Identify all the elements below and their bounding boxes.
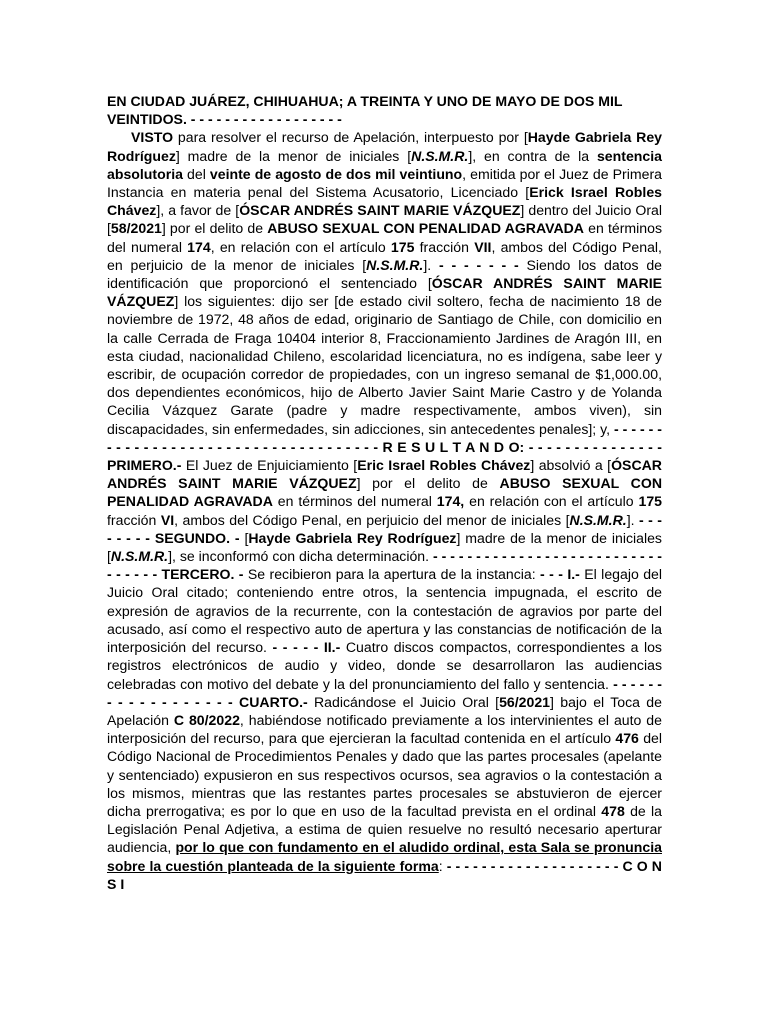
text-run: 174,: [436, 493, 465, 510]
text-run: - - - - - II.-: [272, 639, 341, 656]
text-run: de la Legislación Penal Adjetiva, a estima de quien resuelve no resultó necesario aperturar audiencia,: [107, 802, 662, 856]
text-run: N.S.M.R.: [366, 256, 424, 273]
text-run: sentencia absolutoria: [107, 147, 662, 182]
text-run: - - - - - - - - - - - - - - - - - - - - - - - - - - - - - - - - - TERCERO. -: [107, 548, 662, 583]
text-run: Eric Israel Robles Chávez: [357, 457, 531, 474]
text-run: ] bajo el Toca de Apelación: [107, 693, 662, 728]
text-run: [: [239, 529, 249, 546]
text-run: , ambos del Código Penal, en perjuicio de la menor de iniciales [: [107, 238, 662, 273]
text-run: VII: [474, 238, 492, 255]
text-run: fracción: [107, 511, 161, 528]
text-run: - - - - - - -: [438, 256, 519, 273]
text-run: del: [182, 165, 210, 182]
text-run: Siendo los datos de identificación que proporcionó el sentenciado [: [107, 256, 662, 292]
text-run: ], se inconformó con dicha determinación.: [168, 548, 433, 565]
text-run: Erick Israel Robles Chávez: [107, 184, 662, 219]
text-run: para resolver el recurso de Apelación, interpuesto por [: [173, 129, 528, 146]
text-run: 175: [638, 493, 662, 510]
document-heading: EN CIUDAD JUÁREZ, CHIHUAHUA; A TREINTA Y UNO DE MAYO DE DOS MIL VEINTIDOS. - - - - - - - - - - - - - - - - - -: [107, 93, 623, 128]
text-run: N.S.M.R.: [110, 548, 169, 565]
text-run: ], en contra de la: [468, 147, 597, 164]
text-run: ].: [626, 511, 639, 528]
text-run: ÓSCAR ANDRÉS SAINT MARIE VÁZQUEZ: [107, 275, 663, 310]
text-run: 476: [615, 730, 639, 747]
text-run: 56/2021: [499, 693, 551, 710]
text-run: , emitida por el Juez de Primera Instancia en materia penal del Sistema Acusatorio, Licenciado [: [107, 165, 662, 201]
text-run: 174: [187, 238, 211, 255]
text-run: ÓSCAR ANDRÉS SAINT MARIE VÁZQUEZ: [239, 202, 521, 219]
text-run: , en relación con el artículo: [210, 238, 391, 255]
document-page: [107, 92, 662, 893]
text-run: ] absolvió a [: [530, 457, 612, 474]
text-run: , ambos del Código Penal, en perjuicio del menor de iniciales [: [174, 511, 570, 528]
text-run: en relación con el artículo: [464, 493, 639, 510]
text-run: ÓSCAR ANDRÉS SAINT MARIE VÁZQUEZ: [107, 457, 662, 492]
text-run: 58/2021: [110, 220, 162, 237]
text-run: - - - - - - - - - - - - - - - - - - - - - - - - - - - - - - - - - - - - R E S U L T A N D O: - - - - - - - - - - - - - - -: [107, 420, 662, 455]
text-run: C 80/2022: [173, 711, 240, 728]
text-run: Radicándose el Juicio Oral [: [307, 693, 500, 710]
text-run: - - - - - - - - SEGUNDO. -: [107, 511, 662, 546]
text-run: , habiéndose notificado previamente a los intervinientes el auto de interposición del recurso, para que ejercieran la facultad contenida en el artículo: [107, 711, 662, 747]
text-run: El Juez de Enjuiciamiento [: [181, 457, 358, 474]
text-run: ].: [423, 256, 439, 273]
text-run: El legajo del Juicio Oral citado; conteniendo entre otros, la sentencia impugnada, el escrito de expresión de agravios de la recurrente, con la contestación de agravios por parte del acusado, así como el respectivo auto de apertura y las constancias de notificación de la interposición del recurso.: [107, 566, 663, 656]
text-run: ] los siguientes: dijo ser [de estado civil soltero, fecha de nacimiento 18 de noviembre de 1972, 48 años de edad, originario de Santiago de Chile, con domicilio en la calle Cerrada de Fraga 10404 interior 8, Fraccionamiento Jardines de Aragón III, en esta ciudad, nacionalidad Chileno, escolaridad licenciatura, no es indígena, sabe leer y escribir, de ocupación corredor de propiedades, con un ingreso semanal de $1,000.00, dos dependientes económicos, hijo de Alberto Javier Saint Marie Castro y de Yolanda Cecilia Vázquez Garate (padre y madre respectivamente, ambos viven), sin discapacidades, sin enfermedades, sin adicciones, sin antecedentes penales]; y,: [107, 293, 662, 437]
text-run: Cuatro discos compactos, correspondientes a los registros electrónicos de audio y video, donde se desarrollaron las audiencias celebradas con motivo del debate y la del pronunciamiento del fallo y sentencia.: [107, 639, 662, 692]
text-run: PRIMERO.-: [107, 457, 182, 474]
text-run: ] dentro del Juicio Oral [: [107, 202, 662, 237]
text-run: veinte de agosto de dos mil veintiuno: [209, 165, 463, 182]
text-run: fracción: [414, 238, 475, 255]
text-run: por lo que con fundamento en el aludido ordinal, esta Sala se pronuncia sobre la cuestión planteada de la siguiente forma: [107, 839, 662, 874]
text-run: ] madre de la menor de iniciales [: [107, 529, 662, 565]
text-run: :: [438, 857, 447, 874]
text-run: del Código Nacional de Procedimientos Penales y dado que las partes procesales (apelante y sentenciado) expusieron en sus respectivos ocursos, sea agravios o la contestación a los mismos, mientras que las restantes partes procesales se abstuvieron de ejercer dicha prerrogativa; es por lo que en uso de la facultad prevista en el ordinal: [107, 730, 662, 819]
text-run: ABUSO SEXUAL CON PENALIDAD AGRAVADA: [107, 475, 662, 510]
text-run: 175: [390, 238, 415, 255]
text-run: - - - - - - - - - - - - - - - - - - - - C O N S I: [107, 857, 662, 892]
text-run: VISTO: [131, 129, 174, 146]
text-run: N.S.M.R.: [411, 147, 469, 164]
body-paragraph: [107, 128, 662, 893]
text-run: - - - - - - - - - - - - - - - - - - CUARTO.-: [107, 675, 662, 710]
text-run: en términos del numeral: [107, 220, 662, 255]
text-run: ], a favor de [: [156, 202, 240, 219]
text-run: ] madre de la menor de iniciales [: [175, 147, 412, 164]
text-run: ] por el delito de: [161, 220, 268, 237]
text-run: Hayde Gabriela Rey Rodríguez: [248, 529, 457, 546]
text-run: ] por el delito de: [356, 475, 500, 492]
text-run: VI: [160, 511, 175, 528]
text-run: - - - I.-: [540, 566, 580, 583]
text-run: 478: [601, 802, 625, 819]
text-run: en términos del numeral: [272, 493, 437, 510]
text-run: ABUSO SEXUAL CON PENALIDAD AGRAVADA: [267, 220, 584, 237]
text-run: N.S.M.R.: [569, 511, 627, 528]
text-run: Se recibieron para la apertura de la instancia:: [243, 566, 541, 583]
text-run: Hayde Gabriela Rey Rodríguez: [107, 129, 662, 164]
